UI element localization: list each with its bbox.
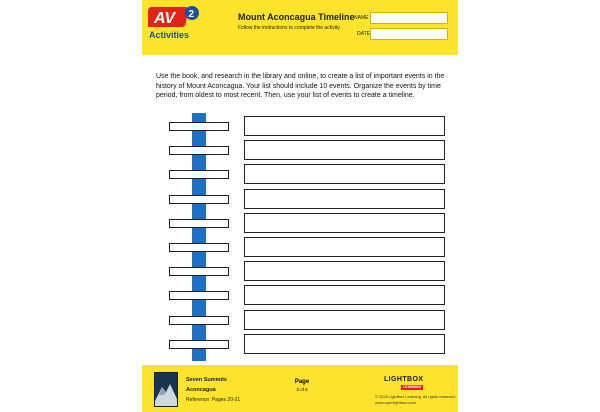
event-entry-box[interactable] (244, 334, 445, 354)
date-field[interactable] (370, 28, 448, 40)
activities-label: Activities (149, 30, 190, 40)
date-label: DATE (357, 31, 370, 37)
lightbox-tag: LEARNING (403, 385, 422, 389)
copyright-text: © 2020 Lightbox Learning. All rights reserved. (375, 394, 456, 399)
event-entry-box[interactable] (244, 140, 445, 160)
event-entry-box[interactable] (244, 237, 445, 257)
timeline-marker (169, 243, 229, 252)
timeline-marker (169, 122, 229, 131)
event-entry-box[interactable] (244, 261, 445, 281)
lightbox-logo: LIGHTBOX (384, 376, 424, 383)
av2-logo (148, 5, 202, 31)
event-entry-box[interactable] (244, 189, 445, 209)
book-subtitle: Aconcagua (186, 387, 216, 393)
timeline-marker (169, 170, 229, 179)
footer-banner (142, 365, 458, 412)
instructions-text: Use the book, and research in the library and online, to create a list of important events in the history of Mount Aconcagua. Your list should include 10 events. Organize the events by time period, from oldest to most recent. Then, use your list of events to create a timeline. (156, 73, 445, 99)
logo-superscript: 2 (188, 9, 195, 20)
timeline-marker (169, 195, 229, 204)
worksheet (142, 0, 458, 412)
timeline-marker (169, 146, 229, 155)
name-label: NAME (354, 15, 369, 21)
timeline-marker (169, 340, 229, 349)
website-url: www.openlightbox.com (375, 400, 416, 405)
worksheet-subtitle: Follow the instructions to complete the activity. (238, 25, 341, 31)
page-number: 3 of 6 (296, 387, 308, 392)
event-entry-box[interactable] (244, 164, 445, 184)
event-entry-box[interactable] (244, 285, 445, 305)
event-entry-box[interactable] (244, 213, 445, 233)
timeline-marker (169, 316, 229, 325)
event-entry-box[interactable] (244, 310, 445, 330)
worksheet-title: Mount Aconcagua Timeline (238, 12, 355, 22)
timeline-marker (169, 219, 229, 228)
timeline-marker (169, 291, 229, 300)
header-banner (142, 0, 458, 55)
timeline-marker (169, 267, 229, 276)
book-reference: Reference: Pages 20-21 (186, 397, 241, 403)
book-title: Seven Summits (186, 377, 227, 383)
book-cover-thumbnail (154, 372, 178, 407)
page-label: Page (294, 379, 310, 385)
event-entry-box[interactable] (244, 116, 445, 136)
logo-text: AV (154, 10, 176, 27)
name-field[interactable] (370, 12, 448, 24)
